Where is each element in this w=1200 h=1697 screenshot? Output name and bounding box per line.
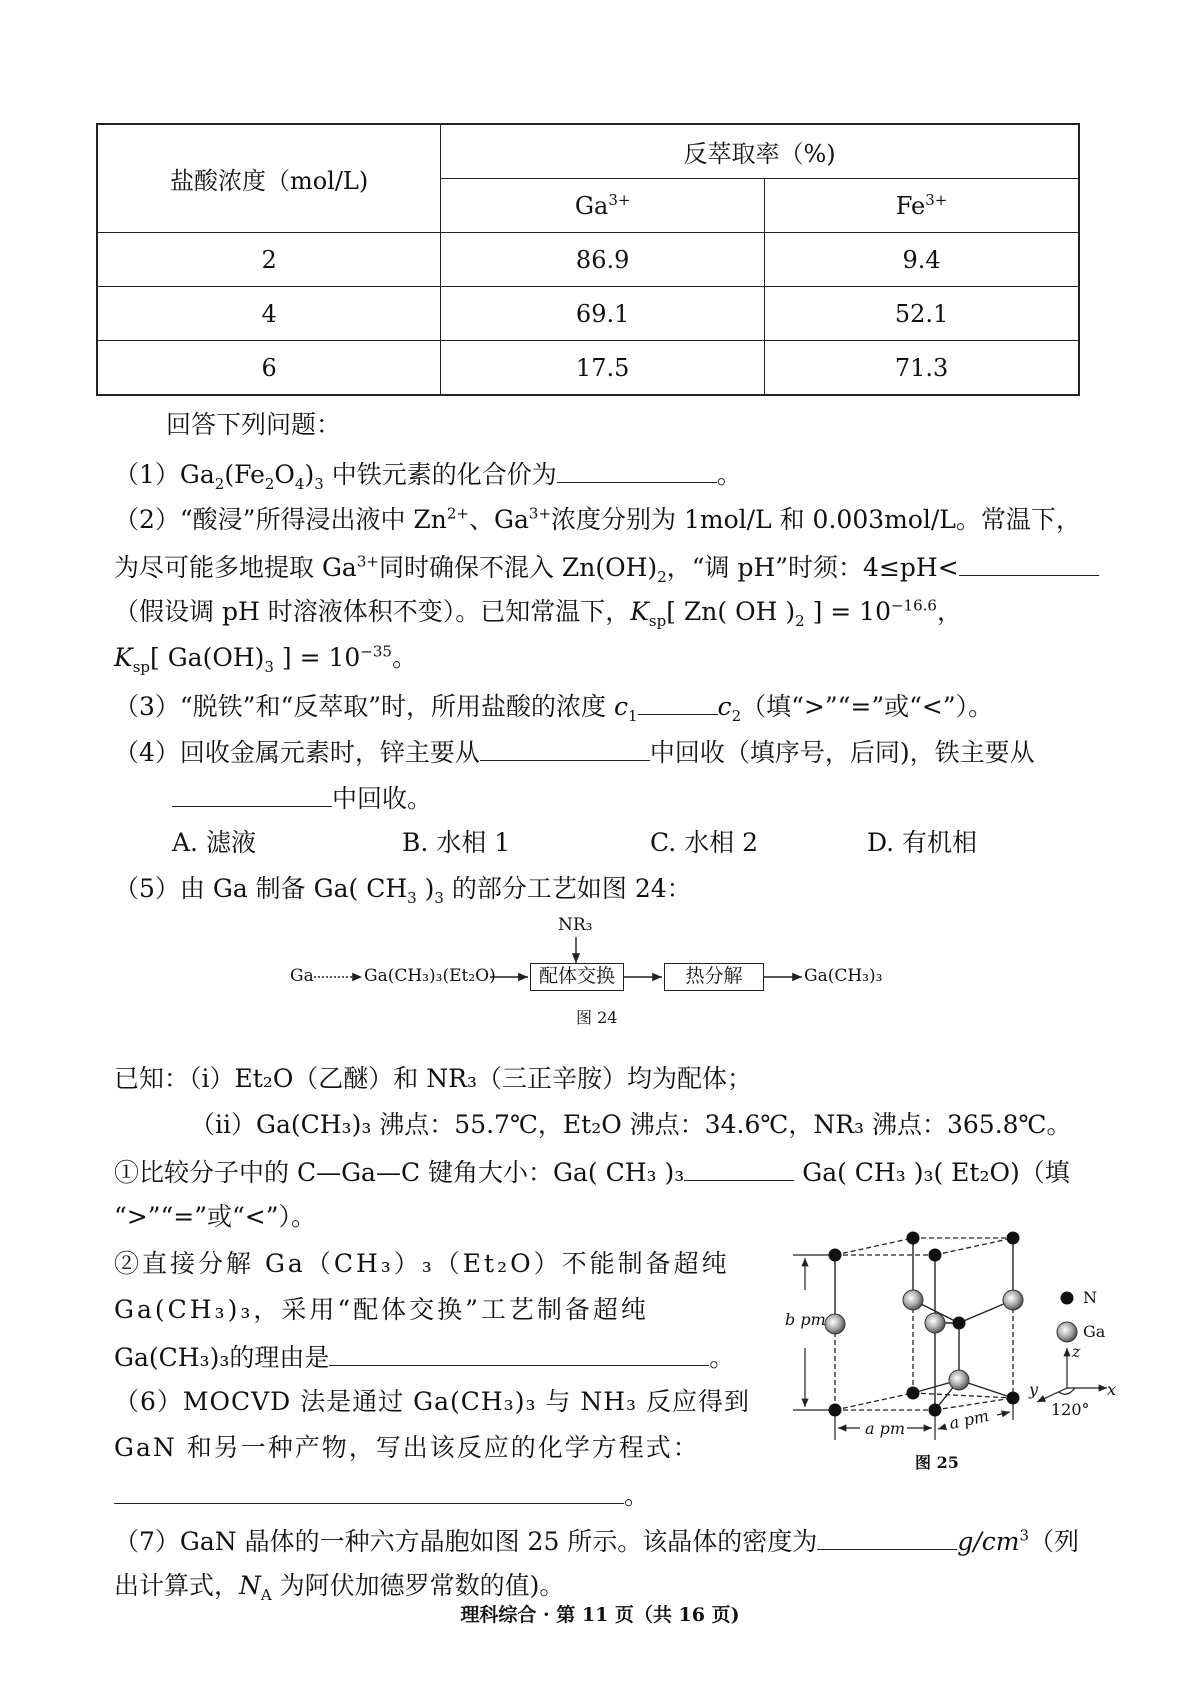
figure-25-crystal-cell [785, 1230, 1125, 1480]
question-6-line-2: GaN 和另一种产物，写出该反应的化学方程式： [114, 1433, 700, 1462]
answer-blank[interactable] [114, 1477, 624, 1504]
dimension-b: b pm [785, 1310, 826, 1329]
intro-text: 回答下列问题： [166, 410, 342, 439]
flow-box-ligand-exchange: 配体交换 [530, 963, 624, 991]
sub-header-ga: $Ga^{3+}$ [441, 179, 765, 233]
option-a: A. 滤液 [172, 828, 256, 857]
extraction-table [96, 123, 1080, 396]
flow-ga: Ga [290, 966, 314, 986]
answer-blank[interactable] [959, 549, 1099, 576]
dimension-a-2: a pm [947, 1406, 991, 1433]
question-2-line-4: $K_{sp}$[ $Ga(OH)_3$ ] = $10^{-35}$。 [114, 642, 417, 676]
sub-question-1-line-2: “>”“=”或“<”）。 [114, 1202, 317, 1231]
answer-blank[interactable] [329, 1339, 709, 1366]
question-2-line-2: 为尽可能多地提取 $Ga^{3+}$同时确保不混入 $Zn(OH)_2$，“调 pH”时须：4≤pH< [114, 549, 1099, 585]
answer-blank[interactable] [638, 688, 718, 715]
flow-box-thermal-decomposition: 热分解 [664, 963, 764, 991]
answer-blank[interactable] [480, 734, 650, 761]
answer-blank[interactable] [817, 1523, 957, 1550]
cell-fe: 9.4 [765, 233, 1079, 287]
page-footer: 理科综合 · 第 11 页（共 16 页) [460, 1604, 740, 1626]
axis-y: y [1029, 1380, 1039, 1399]
question-7-line-1: （7）GaN 晶体的一种六方晶胞如图 25 所示。该晶体的密度为 $g/cm^3$（列 [114, 1523, 1079, 1559]
axis-z: z [1072, 1342, 1081, 1361]
sub-header-fe: $Fe^{3+}$ [765, 179, 1079, 233]
answer-blank[interactable] [172, 780, 332, 807]
option-d: D. 有机相 [867, 828, 978, 857]
question-6-line-1: （6）MOCVD 法是通过 Ga(CH₃)₃ 与 NH₃ 反应得到 [114, 1387, 751, 1416]
figure-24-flow-diagram [290, 915, 890, 1025]
cell-ga: 86.9 [441, 233, 765, 287]
option-c: C. 水相 2 [650, 828, 758, 857]
answer-blank[interactable] [557, 456, 717, 483]
question-4-line-2: 中回收。 [172, 780, 432, 816]
legend-nitrogen: N [1083, 1288, 1097, 1307]
cell-conc: 2 [97, 233, 441, 287]
cell-fe: 71.3 [765, 341, 1079, 396]
question-5: （5）由 Ga 制备 Ga( $CH_3$ )$_3$ 的部分工艺如图 24： [114, 874, 692, 907]
legend-gallium: Ga [1083, 1322, 1106, 1341]
question-1: $(1)Ga_2(Fe_2O_4)_3$ 中铁元素的化合价为 。 [114, 456, 742, 492]
angle-label: 120° [1051, 1400, 1090, 1419]
sub-question-2-line-2: Ga(CH₃)₃，采用“配体交换”工艺制备超纯 [114, 1295, 649, 1324]
known-i: 已知：（i）Et₂O（乙醚）和 NR₃（三正辛胺）均为配体； [114, 1064, 752, 1093]
cell-fe: 52.1 [765, 287, 1079, 341]
dimension-a-1: a pm [865, 1419, 906, 1438]
figure-24-caption: 图 24 [576, 1008, 618, 1027]
col-header-conc: 盐酸浓度（mol/L) [97, 124, 441, 233]
sub-question-1-line-1: ①比较分子中的 C—Ga—C 键角大小：Ga( CH₃ )₃ Ga( CH₃ )₃( Et₂O)（填 [114, 1154, 1070, 1190]
flow-nr3: NR₃ [558, 915, 593, 935]
figure-25-caption: 图 25 [915, 1453, 959, 1472]
flow-intermediate: Ga(CH₃)₃(Et₂O) [364, 966, 496, 986]
cell-conc: 4 [97, 287, 441, 341]
axis-x: x [1107, 1380, 1117, 1399]
question-7-line-2: 出计算式，$N_A$ 为阿伏加德罗常数的值)。 [114, 1571, 565, 1604]
sub-question-2-line-3: Ga(CH₃)₃的理由是 。 [114, 1339, 734, 1375]
cell-ga: 69.1 [441, 287, 765, 341]
question-2-line-3: （假设调 pH 时溶液体积不变）。已知常温下，$K_{sp}$[ Zn( OH )$_2$ ] = $10^{-16.6}$， [114, 596, 962, 630]
question-4-line-1: （4）回收金属元素时，锌主要从 中回收（填序号，后同)，铁主要从 [114, 734, 1035, 770]
option-b: B. 水相 1 [402, 828, 511, 857]
known-ii: （ii）Ga(CH₃)₃ 沸点：55.7℃，Et₂O 沸点：34.6℃，NR₃ 沸点：365.8℃。 [190, 1110, 1072, 1139]
question-2-line-1: （2）“酸浸”所得浸出液中 $Zn^{2+}$、$Ga^{3+}$浓度分别为 1mol/L 和 0.003mol/L。常温下， [114, 504, 1081, 534]
group-header-rate: 反萃取率（%) [441, 124, 1079, 179]
table-row [97, 287, 1079, 341]
cell-ga: 17.5 [441, 341, 765, 396]
question-6-line-3: 。 [114, 1477, 649, 1513]
flow-product: Ga(CH₃)₃ [804, 966, 883, 986]
answer-blank[interactable] [684, 1154, 794, 1181]
gallium-atoms [825, 1290, 1077, 1390]
question-3: （3）“脱铁”和“反萃取”时，所用盐酸的浓度 $c_1$ $c_2$（填“>”“=”或“<”）。 [114, 688, 993, 724]
cell-conc: 6 [97, 341, 441, 396]
table-row [97, 341, 1079, 396]
sub-question-2-line-1: ②直接分解 Ga（CH₃）₃（Et₂O）不能制备超纯 [114, 1249, 730, 1278]
table-row [97, 233, 1079, 287]
